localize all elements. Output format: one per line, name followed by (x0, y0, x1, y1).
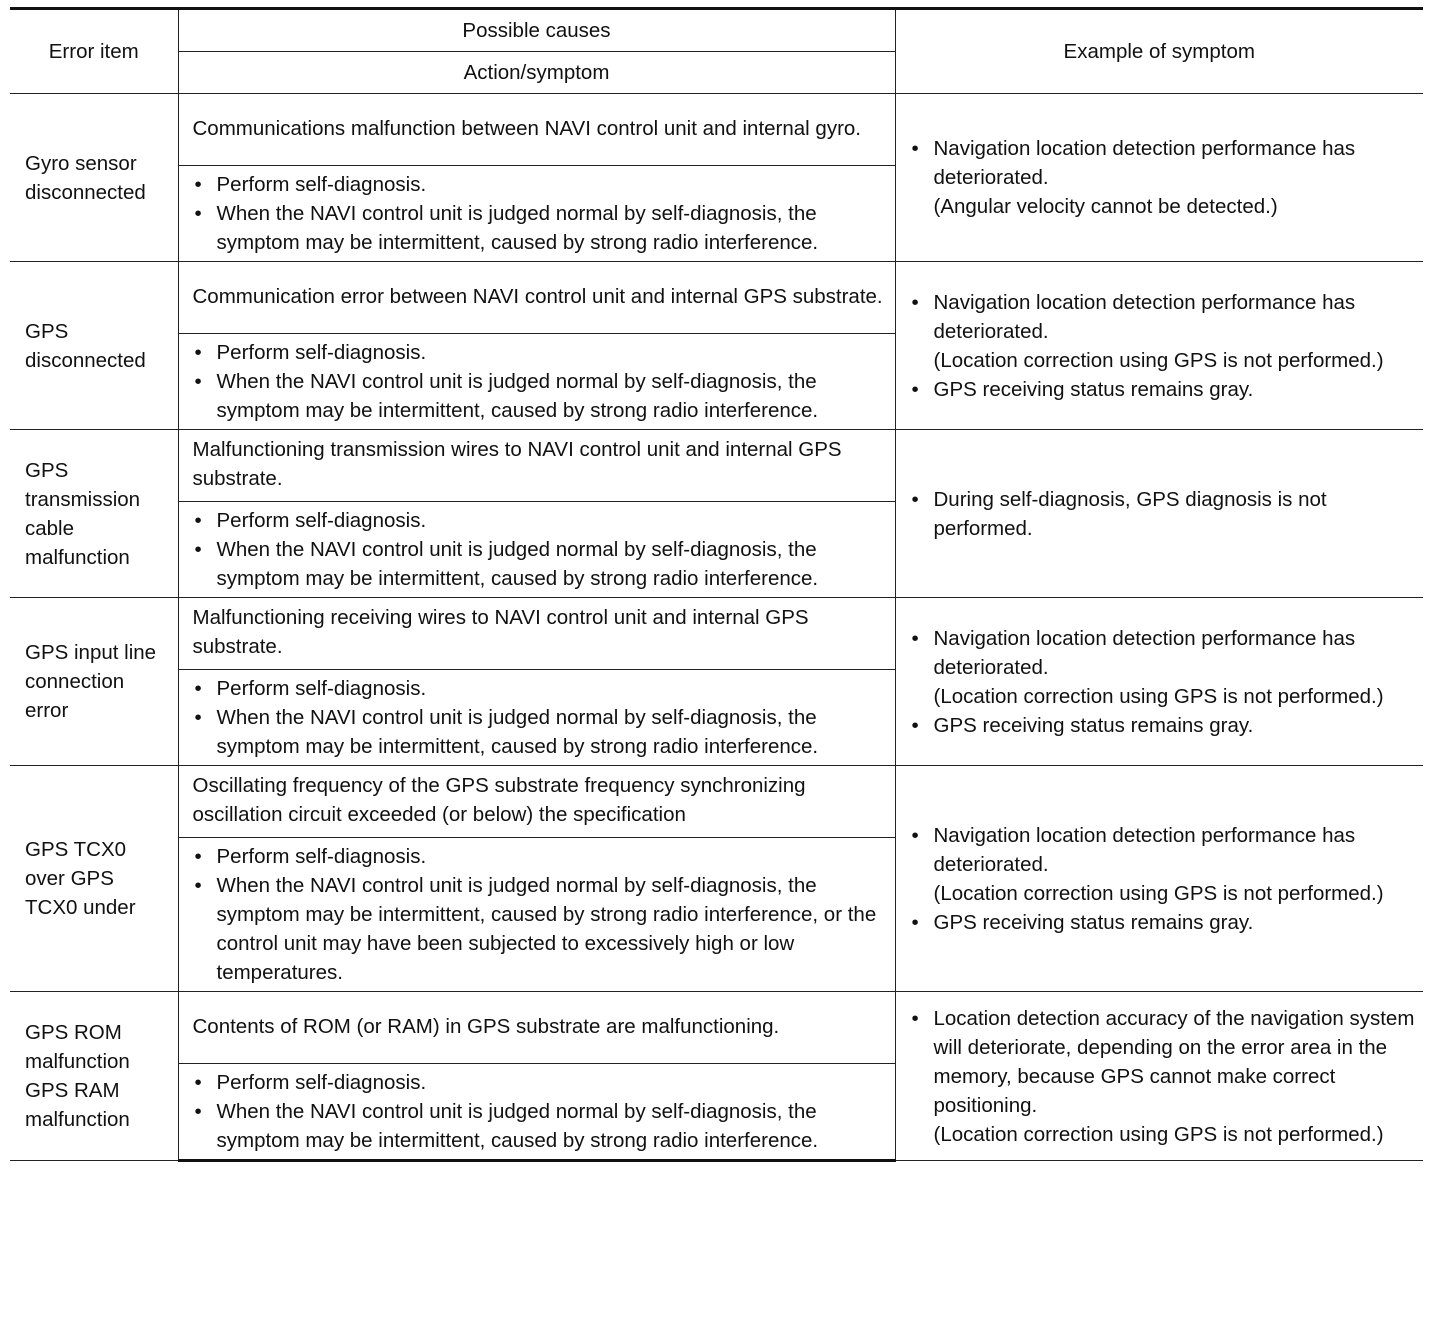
table-row (10, 262, 1423, 334)
example-of-symptom-cell (895, 766, 1423, 992)
symptom-list (910, 485, 1416, 543)
symptom-text: Location detection accuracy of the navigation system will deteriorate, depending on the error area in the memory, because GPS cannot make correct positioning. (933, 1006, 1415, 1117)
symptom-note: (Location correction using GPS is not performed.) (933, 1122, 1384, 1146)
symptom-note: (Location correction using GPS is not performed.) (933, 348, 1384, 372)
action-item (193, 1097, 887, 1155)
action-item (193, 535, 887, 593)
symptom-text: During self-diagnosis, GPS diagnosis is not performed. (933, 487, 1327, 540)
bullet-icon: • (911, 823, 919, 847)
bullet-icon: • (911, 626, 919, 650)
possible-cause-cell: Oscillating frequency of the GPS substrate frequency synchronizing oscillation circuit exceeded (or below) the specification (178, 766, 895, 838)
error-item-cell: GPS transmission cable malfunction (10, 430, 178, 598)
bullet-icon: • (194, 706, 202, 729)
bullet-icon: • (911, 137, 919, 160)
action-text: When the NAVI control unit is judged normal by self-diagnosis, the symptom may be intermittent, caused by strong radio interference. (216, 706, 819, 758)
symptom-text: Navigation location detection performance has deteriorated. (933, 137, 1356, 189)
action-item (193, 674, 887, 703)
symptom-list (910, 134, 1416, 221)
bullet-icon: • (194, 341, 202, 364)
symptom-text: GPS receiving status remains gray. (933, 377, 1254, 401)
header-example-of-symptom: Example of symptom (895, 9, 1423, 94)
symptom-text: Navigation location detection performance has deteriorated. (933, 823, 1356, 876)
action-item (193, 338, 887, 367)
table-body (10, 94, 1423, 1161)
action-item (193, 1068, 887, 1097)
action-item (193, 871, 887, 987)
symptom-note: (Angular velocity cannot be detected.) (933, 195, 1278, 218)
symptom-text: Navigation location detection performance has deteriorated. (933, 626, 1356, 679)
symptom-text: GPS receiving status remains gray. (933, 910, 1254, 934)
symptom-list (910, 288, 1416, 404)
table-row (10, 430, 1423, 502)
possible-cause-cell: Malfunctioning receiving wires to NAVI control unit and internal GPS substrate. (178, 598, 895, 670)
action-symptom-cell (178, 502, 895, 598)
action-text: Perform self-diagnosis. (216, 1071, 427, 1094)
action-list (193, 338, 887, 425)
symptom-item (910, 821, 1416, 879)
bullet-icon: • (194, 173, 202, 196)
action-text: When the NAVI control unit is judged normal by self-diagnosis, the symptom may be intermittent, caused by strong radio interference. (216, 1100, 819, 1152)
bullet-icon: • (911, 377, 919, 401)
action-list (193, 842, 887, 987)
bullet-icon: • (911, 713, 919, 737)
action-item (193, 367, 887, 425)
bullet-icon: • (194, 874, 202, 897)
example-of-symptom-cell (895, 992, 1423, 1161)
bullet-icon: • (194, 845, 202, 868)
bullet-icon: • (194, 509, 202, 532)
error-item-cell: Gyro sensor disconnected (10, 94, 178, 262)
symptom-item (910, 134, 1416, 192)
action-symptom-cell (178, 334, 895, 430)
symptom-list (910, 821, 1416, 937)
bullet-icon: • (911, 290, 919, 314)
symptom-item (910, 624, 1416, 682)
symptom-list (910, 1004, 1416, 1149)
symptom-text: GPS receiving status remains gray. (933, 713, 1254, 737)
symptom-note: (Location correction using GPS is not performed.) (933, 684, 1384, 708)
possible-cause-cell: Malfunctioning transmission wires to NAVI control unit and internal GPS substrate. (178, 430, 895, 502)
symptom-item (910, 375, 1416, 404)
action-text: When the NAVI control unit is judged normal by self-diagnosis, the symptom may be intermittent, caused by strong radio interference. (216, 538, 819, 590)
possible-cause-cell: Contents of ROM (or RAM) in GPS substrate are malfunctioning. (178, 992, 895, 1064)
table-row (10, 94, 1423, 166)
bullet-icon: • (194, 538, 202, 561)
action-symptom-cell (178, 1064, 895, 1161)
bullet-icon: • (194, 370, 202, 393)
header-error-item: Error item (10, 9, 178, 94)
symptom-item (910, 908, 1416, 937)
symptom-item (910, 485, 1416, 543)
action-text: Perform self-diagnosis. (216, 845, 427, 868)
error-item-cell: GPS input line connection error (10, 598, 178, 766)
possible-cause-cell: Communication error between NAVI control unit and internal GPS substrate. (178, 262, 895, 334)
symptom-note: (Location correction using GPS is not performed.) (933, 881, 1384, 905)
bullet-icon: • (911, 910, 919, 934)
action-list (193, 506, 887, 593)
action-symptom-cell (178, 166, 895, 262)
action-text: When the NAVI control unit is judged normal by self-diagnosis, the symptom may be intermittent, caused by strong radio interference. (216, 370, 819, 422)
symptom-item (910, 1004, 1416, 1120)
action-symptom-cell (178, 838, 895, 992)
possible-cause-cell: Communications malfunction between NAVI control unit and internal gyro. (178, 94, 895, 166)
action-item (193, 170, 887, 199)
table-header (10, 9, 1423, 94)
symptom-list (910, 624, 1416, 740)
error-item-cell: GPS ROM malfunction GPS RAM malfunction (10, 992, 178, 1161)
table-row (10, 598, 1423, 670)
action-text: Perform self-diagnosis. (216, 341, 427, 364)
header-possible-causes: Possible causes (178, 9, 895, 52)
error-item-cell: GPS disconnected (10, 262, 178, 430)
bullet-icon: • (911, 487, 919, 511)
bullet-icon: • (194, 202, 202, 225)
error-item-table (10, 7, 1423, 1162)
bullet-icon: • (194, 677, 202, 700)
bullet-icon: • (194, 1071, 202, 1094)
error-item-table-sheet (10, 7, 1423, 1162)
action-text: When the NAVI control unit is judged normal by self-diagnosis, the symptom may be intermittent, caused by strong radio interference, or the control unit may have been subjected to excessively high or low temperatures. (216, 874, 877, 984)
example-of-symptom-cell (895, 262, 1423, 430)
action-item (193, 199, 887, 257)
symptom-item (910, 711, 1416, 740)
table-row (10, 992, 1423, 1064)
action-list (193, 674, 887, 761)
table-row (10, 766, 1423, 838)
action-symptom-cell (178, 670, 895, 766)
bullet-icon: • (194, 1100, 202, 1123)
action-text: When the NAVI control unit is judged normal by self-diagnosis, the symptom may be intermittent, caused by strong radio interference. (216, 202, 819, 254)
action-item (193, 703, 887, 761)
example-of-symptom-cell (895, 94, 1423, 262)
example-of-symptom-cell (895, 598, 1423, 766)
example-of-symptom-cell (895, 430, 1423, 598)
action-text: Perform self-diagnosis. (216, 509, 427, 532)
header-action-symptom: Action/symptom (178, 52, 895, 94)
action-list (193, 1068, 887, 1155)
action-item (193, 842, 887, 871)
action-list (193, 170, 887, 257)
error-item-cell: GPS TCX0 over GPS TCX0 under (10, 766, 178, 992)
symptom-text: Navigation location detection performance has deteriorated. (933, 290, 1356, 343)
symptom-item (910, 288, 1416, 346)
action-text: Perform self-diagnosis. (216, 677, 427, 700)
bullet-icon: • (911, 1006, 919, 1030)
action-item (193, 506, 887, 535)
action-text: Perform self-diagnosis. (216, 173, 427, 196)
